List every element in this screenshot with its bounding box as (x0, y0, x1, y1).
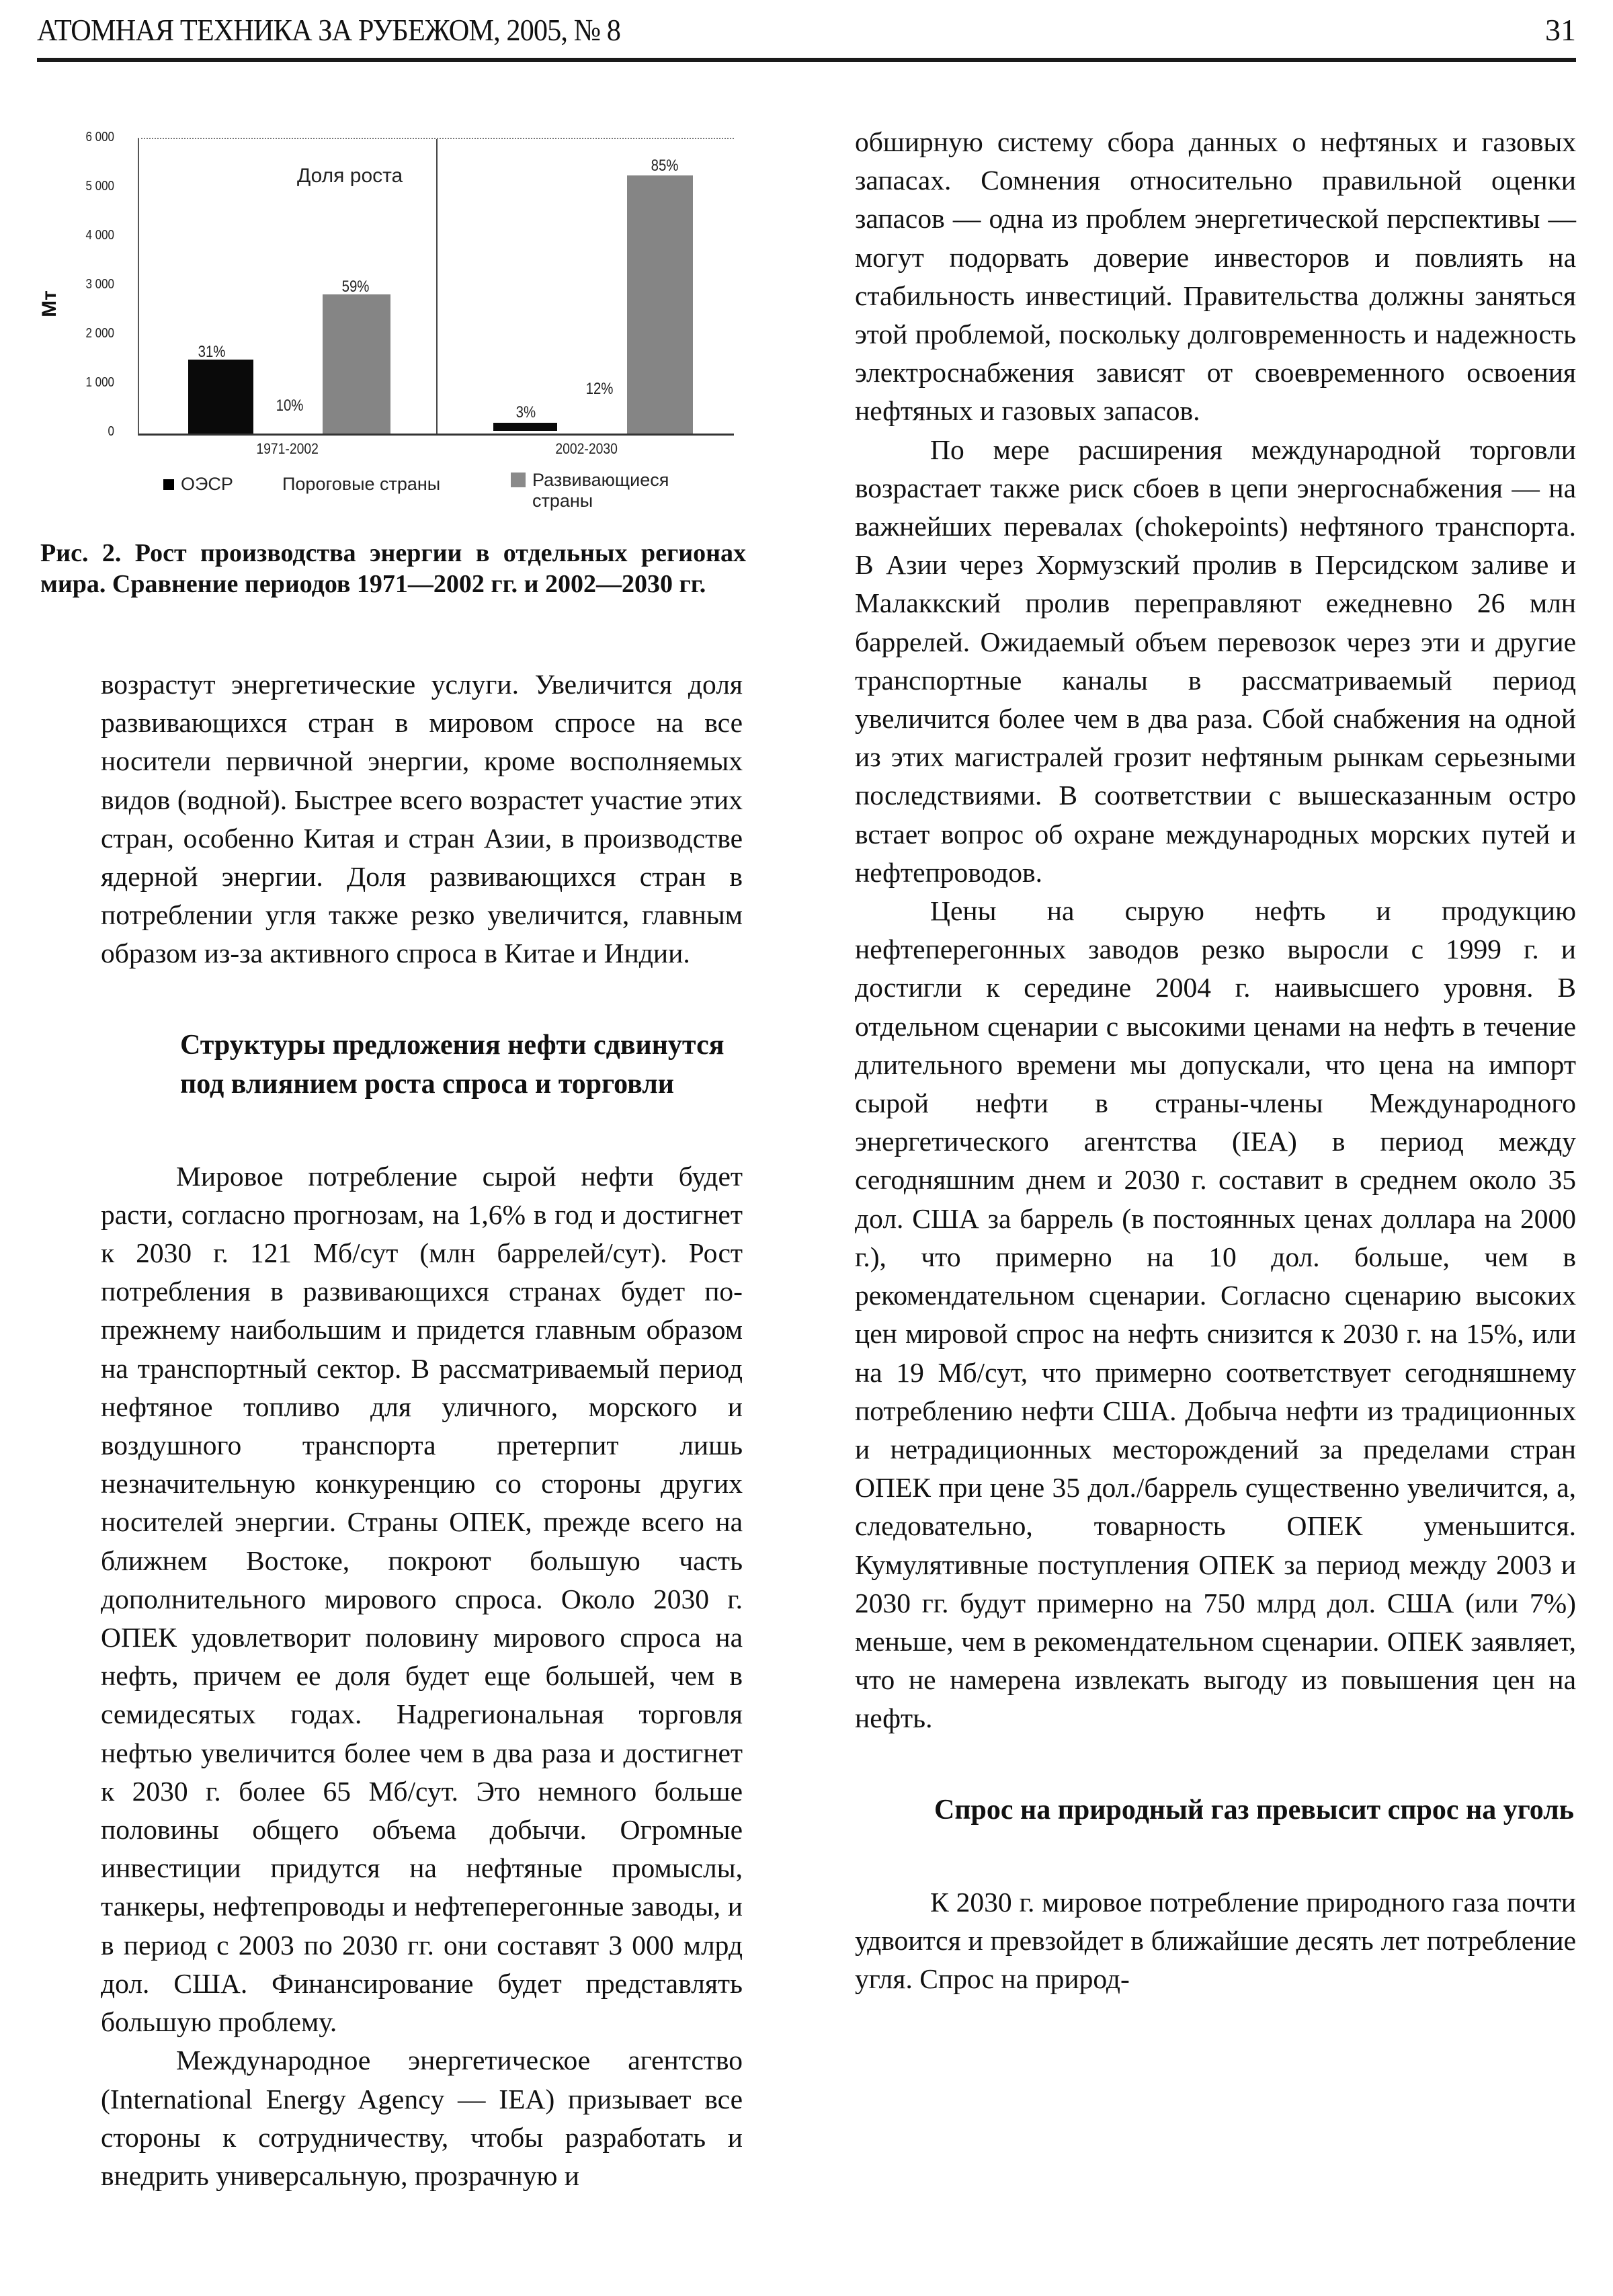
paragraph: Цены на сырую нефть и продукцию нефтеперегонных заводов резко выросли с 1999 г. и достигли к середине 2004 г. наивысшего уровня. В отдельном сценарии с высокими ценами на нефть в течение длительного времени мы допускали, что цена на импорт сырой нефти в страны-члены Международного энергетического агентства (IEA) в период между сегодняшним днем и 2030 г. составит в среднем около 35 дол. США за баррель (в постоянных ценах доллара на 2000 г.), что примерно на 10 дол. больше, чем в рекомендательном сценарии. Согласно сценарию высоких цен мировой спрос на нефть снизится к 2030 г. на 15%, или на 19 Мб/сут, что примерно соответствует сегодняшнему потреблению нефти США. Добыча нефти из традиционных и нетрадиционных месторождений за пределами стран ОПЕК при цене 35 дол./баррель существенно увеличится, а, следовательно, товарность ОПЕК уменьшится. Кумулятивные поступления ОПЕК за период между 2003 и 2030 гг. будут примерно на 750 млрд дол. США (или 7%) меньше, чем в рекомендательном сценарии. ОПЕК заявляет, что не намерена извлекать выгоду из повышения цен на нефть. (855, 895, 1576, 1734)
bar-developing-1971-2002 (323, 294, 390, 434)
legend-swatch-gray (511, 473, 526, 487)
y-axis-label: Мт (38, 290, 60, 317)
label-threshold-1971-2002: 10% (276, 397, 304, 415)
legend-label: ОЭСР (181, 474, 233, 494)
left-column (101, 665, 743, 2195)
y-tick: 6 000 (85, 130, 114, 145)
section-heading: Структуры предложения нефти сдвинутся под влиянием роста спроса и торговли (180, 1029, 725, 1100)
label-developing-1971-2002: 59% (341, 278, 370, 296)
legend-label-line: Развивающиеся (532, 470, 669, 490)
legend-swatch-black (163, 479, 174, 490)
x-category-1971-2002: 1971-2002 (256, 440, 319, 457)
figure-chart (40, 124, 733, 528)
page-number: 31 (1545, 13, 1576, 47)
label-developing-2002-2030: 85% (651, 157, 679, 175)
legend-item-threshold (282, 474, 440, 495)
paragraph: Международное энергетическое агентство (International Energy Agency — IEA) призывает все стороны к сотрудничеству, чтобы разработать и внедрить универсальную, прозрачную и (101, 2045, 743, 2191)
paragraph: возрастут энергетические услуги. Увеличится доля развивающихся стран в мировом спросе на все носители первичной энергии, кроме восполняемых видов (водной). Быстрее всего возрастет участие этих стран, особенно Китая и стран Азии, в производстве ядерной энергии. Доля развивающихся стран в потреблении угля также резко увеличится, главным образом из-за активного спроса в Китае и Индии. (101, 669, 743, 969)
bar-developing-2002-2030 (627, 175, 693, 434)
legend-item-oecd (163, 474, 233, 495)
chart-inner-title: Доля роста (297, 165, 403, 187)
paragraph: По мере расширения международной торговли возрастает также риск сбоев в цепи энергоснабжения — на важнейших перевалах (chokepoints) нефтяного транспорта. В Азии через Хормузский пролив в Персидском заливе и Малаккский пролив переправляют ежедневно 26 млн баррелей. Ожидаемый объем перевозок через эти и другие транспортные каналы в рассматриваемый период увеличится более чем в два раза. Сбой снабжения на одной из этих магистралей грозит нефтяным рынкам серьезными последствиями. В соответствии с вышесказанным остро встает вопрос об охране международных морских путей и нефтепроводов. (855, 434, 1576, 888)
section-heading: Спрос на природный газ превысит спрос на уголь (934, 1794, 1574, 1826)
label-threshold-2002-2030: 12% (585, 380, 614, 398)
y-tick: 2 000 (85, 326, 114, 341)
journal-title: АТОМНАЯ ТЕХНИКА ЗА РУБЕЖОМ, 2005, № 8 (37, 13, 621, 47)
y-tick: 3 000 (85, 277, 114, 292)
legend-label (532, 470, 669, 511)
header-rule (37, 58, 1576, 62)
bar-oecd-2002-2030 (493, 423, 557, 431)
paragraph: Мировое потребление сырой нефти будет расти, согласно прогнозам, на 1,6% в год и достигнет к 2030 г. 121 Мб/сут (млн баррелей/сут). Рост потребления в развивающихся странах будет по-прежнему наибольшим и придется главным образом на транспортный сектор. В рассматриваемый период нефтяное топливо для уличного, морского и воздушного транспорта претерпит лишь незначительную конкуренцию со стороны других носителей энергии. Страны ОПЕК, прежде всего на ближнем Востоке, покроют большую часть дополнительного мирового спроса. Около 2030 г. ОПЕК удовлетворит половину мирового спроса на нефть, причем ее доля будет еще большей, чем в семидесятых годах. Надрегиональная торговля нефтью увеличится более чем в два раза и достигнет к 2030 г. более 65 Мб/сут. Это немного больше половины общего объема добычи. Огромные инвестиции придутся на нефтяные промыслы, танкеры, нефтепроводы и нефтеперегонные заводы, и в период с 2003 по 2030 гг. они составят 3 000 млрд дол. США. Финансирование будет представлять большую проблему. (101, 1160, 743, 2038)
paragraph: обширную систему сбора данных о нефтяных и газовых запасах. Сомнения относительно правильной оценки запасов — одна из проблем энергетической перспективы — могут подорвать доверие инвесторов и повлиять на стабильность инвестиций. Правительства должны заняться этой проблемой, поскольку долговременность и надежность электроснабжения зависят от своевременного освоения нефтяных и газовых запасов. (855, 126, 1576, 427)
y-tick: 1 000 (85, 375, 114, 390)
legend-label-line: страны (532, 491, 593, 511)
legend-item-developing (511, 470, 669, 511)
x-category-2002-2030: 2002-2030 (555, 440, 618, 457)
right-column (855, 123, 1576, 1998)
y-tick: 5 000 (85, 179, 114, 194)
paragraph: К 2030 г. мировое потребление природного газа почти удвоится и превзойдет в ближайшие десять лет потребление угля. Спрос на природ- (855, 1886, 1576, 1994)
y-tick: 4 000 (85, 228, 114, 243)
label-oecd-2002-2030: 3% (515, 403, 536, 421)
bar-oecd-1971-2002 (188, 360, 253, 434)
plot-area (138, 138, 734, 436)
figure-caption: Рис. 2. Рост производства энергии в отдельных регионах мира. Сравнение периодов 1971—2002 гг. и 2002—2030 гг. (40, 539, 746, 598)
period-divider (436, 139, 438, 434)
label-oecd-1971-2002: 31% (198, 343, 226, 361)
legend-label: Пороговые страны (282, 474, 441, 494)
y-tick: 0 (108, 424, 114, 439)
running-header (37, 12, 1576, 60)
